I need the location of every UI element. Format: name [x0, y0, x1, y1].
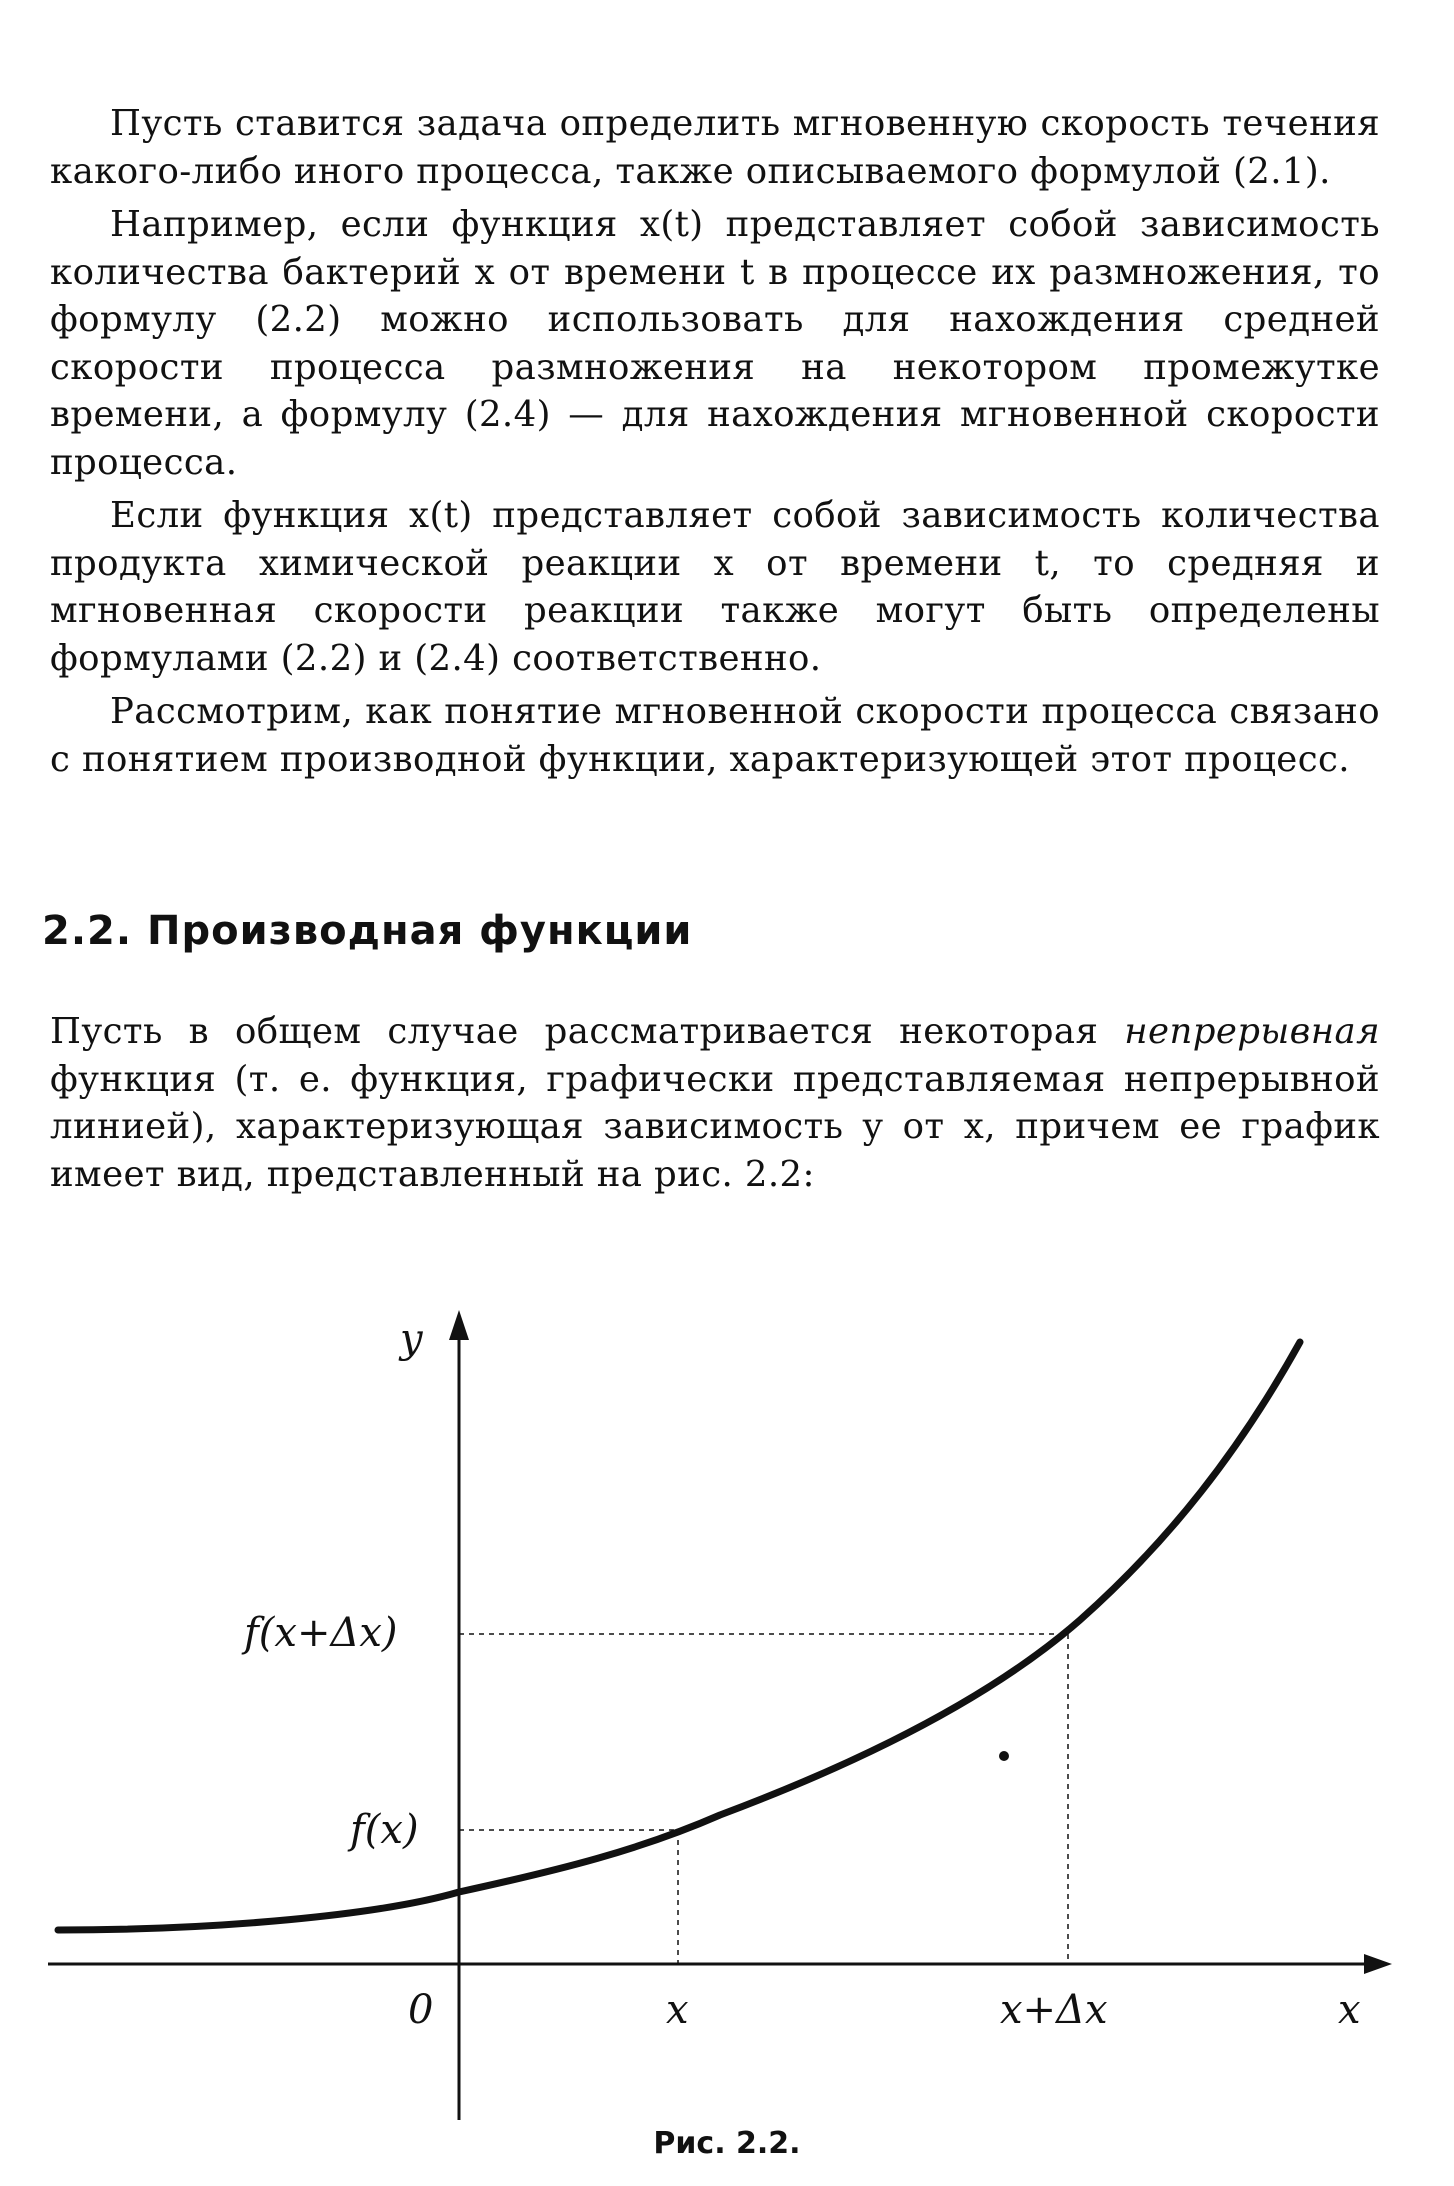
paragraph-3: Если функция x(t) представляет собой зависимость количества продукта химической реакции x от времени t, то средняя и мгновенная скорости реакции также могут быть определены формулами (2.2) и (2.4) соответственно. — [50, 495, 1380, 679]
f-x-label: f(x) — [350, 1807, 419, 1853]
x-tick-label: x — [666, 1987, 689, 2033]
y-axis-arrow — [449, 1310, 469, 1340]
intro-text — [50, 100, 1380, 783]
section-paragraph-emphasis: непрерывная — [1124, 1011, 1380, 1052]
paragraph-1: Пусть ставится задача определить мгновенную скорость течения какого-либо иного процесса, также описываемого формулой (2.1). — [50, 103, 1380, 192]
figure-caption: Рис. 2.2. — [653, 2126, 801, 2161]
x-plus-dx-tick-label: x+Δx — [1000, 1987, 1108, 2033]
x-axis-label: x — [1338, 1987, 1361, 2033]
section-paragraph-end: функция (т. е. функция, графически представляемая непрерывной линией), характеризующая зависимость y от x, причем ее график имеет вид, представленный на рис. 2.2: — [50, 1058, 1380, 1195]
section-heading: 2.2. Производная функции — [42, 908, 693, 954]
stray-dot — [999, 1751, 1009, 1761]
f-x-plus-dx-label: f(x+Δx) — [244, 1610, 398, 1656]
paragraph-4: Рассмотрим, как понятие мгновенной скорости процесса связано с понятием производной функции, характеризующей этот процесс. — [50, 691, 1380, 780]
paragraph-2: Например, если функция x(t) представляет собой зависимость количества бактерий x от времени t в процессе их размножения, то формулу (2.2) можно использовать для нахождения средней скорости процесса размножения на некотором промежутке времени, а формулу (2.4) — для нахождения мгновенной скорости процесса. — [50, 204, 1380, 483]
origin-label: 0 — [408, 1987, 434, 2033]
section-paragraph — [50, 1008, 1380, 1198]
section-paragraph-start: Пусть в общем случае рассматривается некоторая — [50, 1011, 1125, 1052]
y-axis-label: y — [400, 1316, 423, 1362]
figure-2-2 — [0, 1290, 1454, 2186]
x-axis-arrow — [1364, 1954, 1392, 1974]
